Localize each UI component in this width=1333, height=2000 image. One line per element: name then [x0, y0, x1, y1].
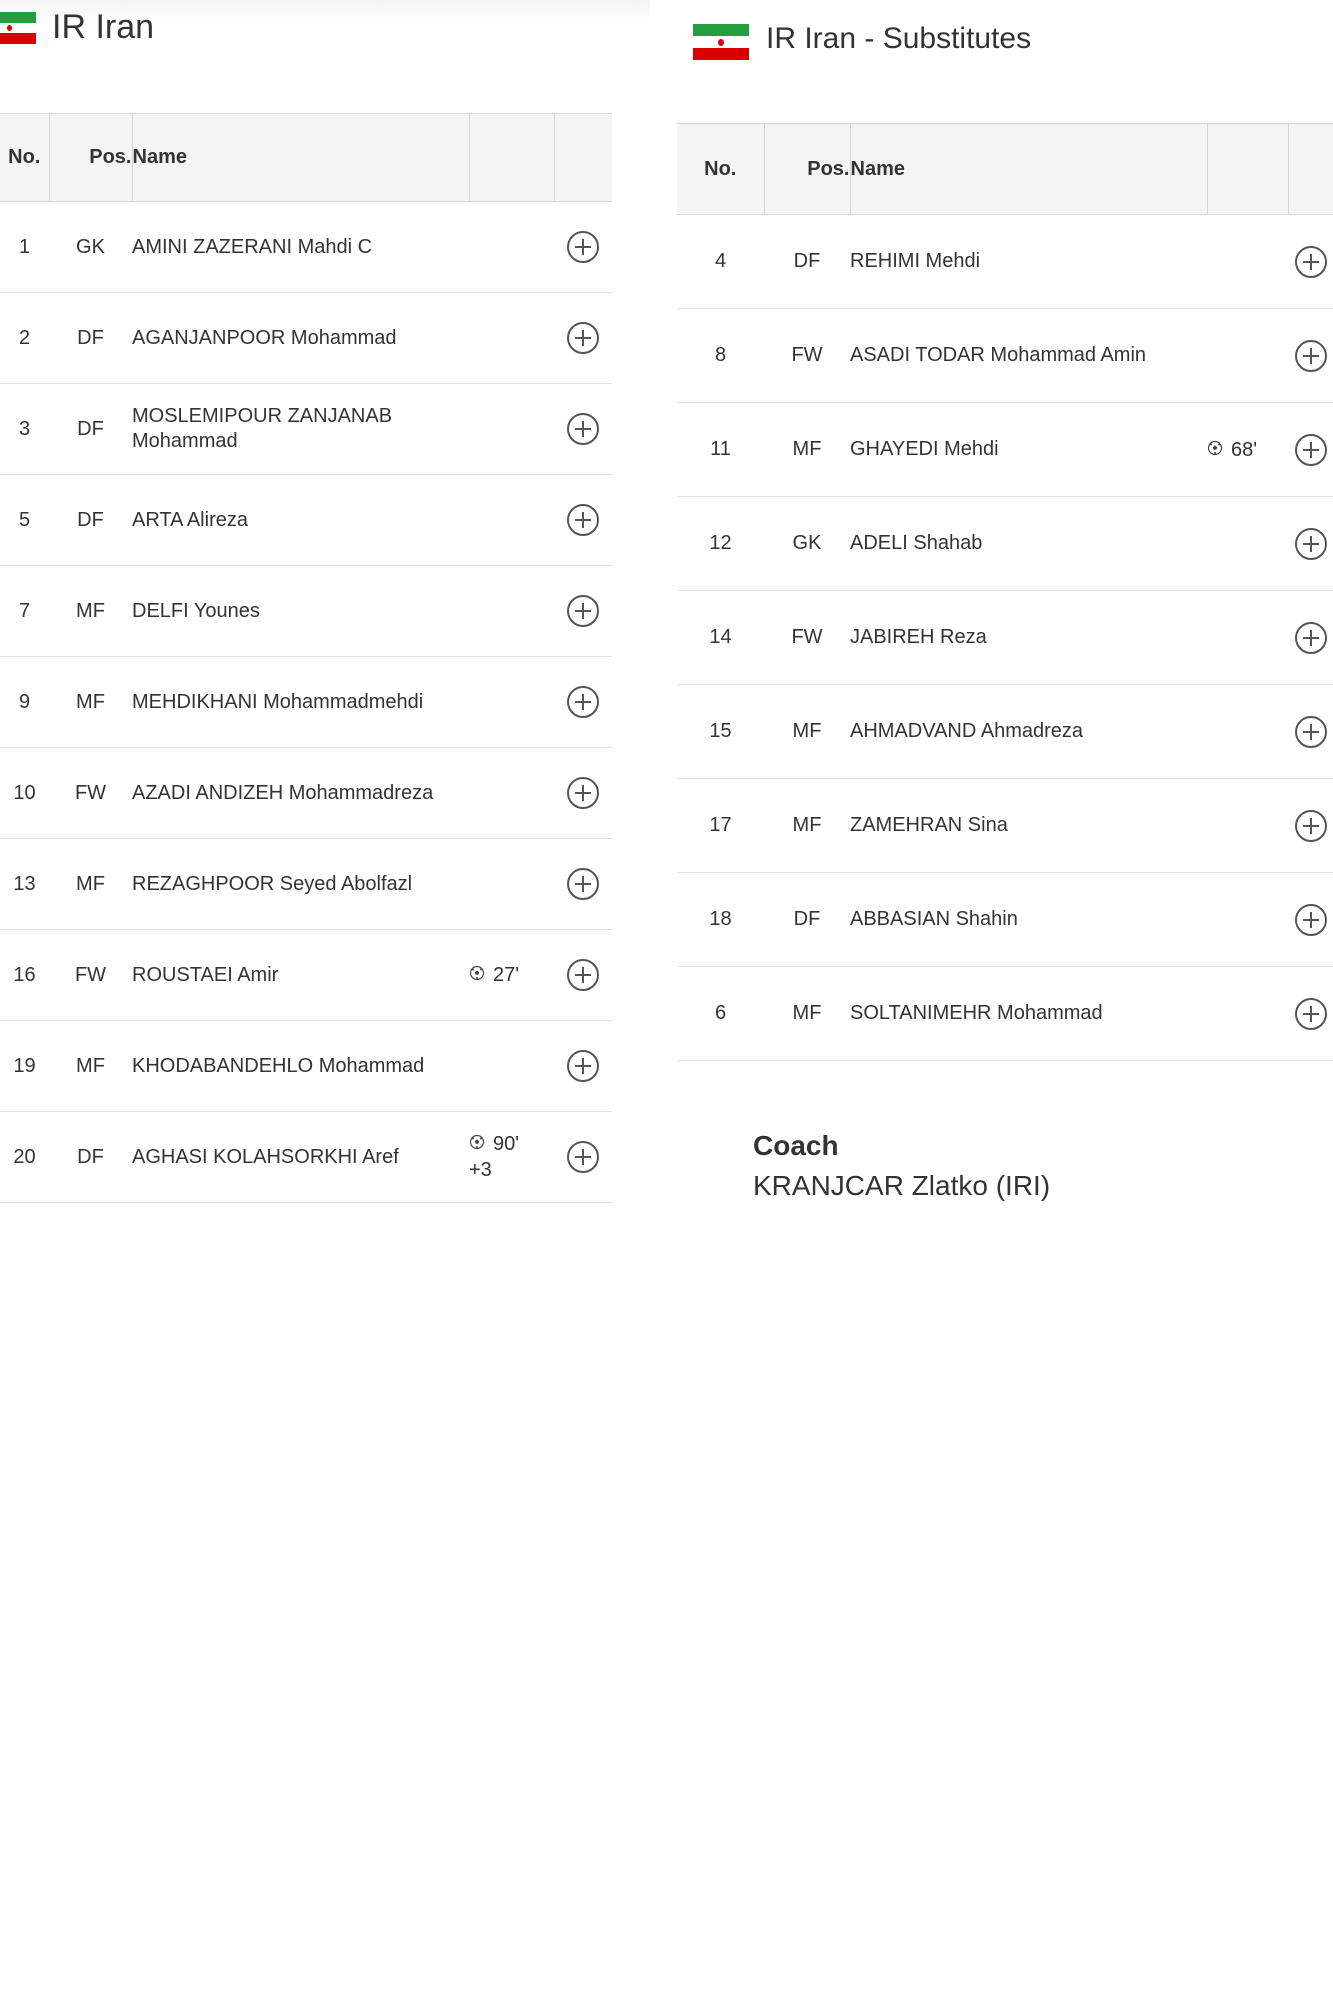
plus-circle-icon[interactable]: [567, 1141, 599, 1173]
player-position: DF: [49, 384, 132, 475]
table-row: [0, 748, 612, 839]
player-number: 17: [677, 779, 764, 873]
player-events: [469, 748, 554, 839]
player-position: DF: [49, 293, 132, 384]
player-position: DF: [49, 475, 132, 566]
soccer-ball-icon: [469, 962, 485, 978]
expand-cell: [554, 748, 612, 839]
plus-circle-icon[interactable]: [1295, 434, 1327, 466]
expand-cell: [554, 384, 612, 475]
player-number: 16: [0, 930, 49, 1021]
player-number: 10: [0, 748, 49, 839]
player-number: 3: [0, 384, 49, 475]
expand-cell: [554, 202, 612, 293]
table-row: [677, 967, 1333, 1061]
player-position: MF: [49, 839, 132, 930]
player-events: [1207, 591, 1288, 685]
header-pos: Pos.: [49, 114, 132, 202]
expand-cell: [554, 657, 612, 748]
player-events: [469, 202, 554, 293]
player-name: ABBASIAN Shahin: [850, 873, 1207, 967]
player-number: 19: [0, 1021, 49, 1112]
plus-circle-icon[interactable]: [1295, 998, 1327, 1030]
goal-minute: 90': [493, 1133, 520, 1155]
goal-minute: 27': [493, 964, 520, 986]
goal-event: [1207, 437, 1257, 463]
expand-cell: [1288, 403, 1333, 497]
player-name: AGANJANPOOR Mohammad: [132, 293, 469, 384]
table-row: [677, 685, 1333, 779]
player-position: DF: [764, 215, 850, 309]
expand-cell: [554, 566, 612, 657]
player-position: GK: [49, 202, 132, 293]
player-events: [1207, 873, 1288, 967]
iran-flag-icon: [0, 12, 36, 44]
header-pos: Pos.: [764, 124, 850, 215]
player-number: 15: [677, 685, 764, 779]
plus-circle-icon[interactable]: [1295, 904, 1327, 936]
expand-cell: [554, 839, 612, 930]
expand-cell: [554, 475, 612, 566]
goal-event: [469, 962, 519, 988]
expand-cell: [1288, 309, 1333, 403]
table-row: [677, 873, 1333, 967]
table-row: [0, 1112, 612, 1203]
player-name: SOLTANIMEHR Mohammad: [850, 967, 1207, 1061]
player-name: ZAMEHRAN Sina: [850, 779, 1207, 873]
starters-table: [0, 113, 612, 1203]
plus-circle-icon[interactable]: [1295, 246, 1327, 278]
player-position: MF: [764, 779, 850, 873]
coach-name: KRANJCAR Zlatko (IRI): [753, 1170, 1051, 1201]
player-position: MF: [49, 1021, 132, 1112]
goal-minute: 68': [1231, 438, 1258, 461]
player-name: REZAGHPOOR Seyed Abolfazl: [132, 839, 469, 930]
player-events: [1207, 215, 1288, 309]
player-number: 18: [677, 873, 764, 967]
player-position: DF: [764, 873, 850, 967]
table-row: [0, 839, 612, 930]
substitutes-title: IR Iran - Substitutes: [766, 22, 1032, 55]
expand-cell: [1288, 497, 1333, 591]
player-name: ADELI Shahab: [850, 497, 1207, 591]
player-name: GHAYEDI Mehdi: [850, 403, 1207, 497]
expand-cell: [554, 1112, 612, 1203]
substitutes-body: [677, 215, 1333, 1061]
player-events: [469, 839, 554, 930]
player-name: DELFI Younes: [132, 566, 469, 657]
player-events: [469, 1021, 554, 1112]
player-events: [1207, 403, 1288, 497]
expand-cell: [1288, 967, 1333, 1061]
header-actions: [1288, 124, 1333, 215]
soccer-ball-icon: [1207, 437, 1223, 453]
player-name: ROUSTAEI Amir: [132, 930, 469, 1021]
header-actions: [554, 114, 612, 202]
iran-flag-icon: [693, 24, 749, 60]
plus-circle-icon[interactable]: [567, 686, 599, 718]
table-row: [677, 497, 1333, 591]
player-number: 11: [677, 403, 764, 497]
table-row: [0, 566, 612, 657]
player-name: ARTA Alireza: [132, 475, 469, 566]
table-row: [0, 1021, 612, 1112]
starters-title: IR Iran: [52, 8, 155, 46]
player-events: [1207, 685, 1288, 779]
player-number: 9: [0, 657, 49, 748]
player-position: FW: [764, 309, 850, 403]
header-no: No.: [0, 114, 49, 202]
player-name: KHODABANDEHLO Mohammad: [132, 1021, 469, 1112]
plus-circle-icon[interactable]: [1295, 340, 1327, 372]
player-events: [1207, 497, 1288, 591]
player-name: AZADI ANDIZEH Mohammadreza: [132, 748, 469, 839]
expand-cell: [1288, 873, 1333, 967]
player-name: AHMADVAND Ahmadreza: [850, 685, 1207, 779]
expand-cell: [1288, 685, 1333, 779]
table-row: [0, 930, 612, 1021]
player-events: [469, 293, 554, 384]
player-position: MF: [764, 685, 850, 779]
player-name: AGHASI KOLAHSORKHI Aref: [132, 1112, 469, 1203]
plus-circle-icon[interactable]: [567, 504, 599, 536]
player-number: 5: [0, 475, 49, 566]
player-name: AMINI ZAZERANI Mahdi C: [132, 202, 469, 293]
expand-cell: [1288, 215, 1333, 309]
player-number: 13: [0, 839, 49, 930]
plus-circle-icon[interactable]: [567, 413, 599, 445]
player-number: 12: [677, 497, 764, 591]
plus-circle-icon[interactable]: [1295, 528, 1327, 560]
table-row: [0, 657, 612, 748]
player-events: [469, 384, 554, 475]
header-events: [1207, 124, 1288, 215]
plus-circle-icon[interactable]: [567, 595, 599, 627]
plus-circle-icon[interactable]: [567, 777, 599, 809]
expand-cell: [554, 930, 612, 1021]
player-events: [469, 657, 554, 748]
table-row: [0, 475, 612, 566]
substitutes-table: [677, 123, 1333, 1061]
player-number: 20: [0, 1112, 49, 1203]
plus-circle-icon[interactable]: [567, 868, 599, 900]
player-number: 1: [0, 202, 49, 293]
player-position: DF: [49, 1112, 132, 1203]
table-row: [0, 202, 612, 293]
player-position: MF: [764, 967, 850, 1061]
plus-circle-icon[interactable]: [567, 231, 599, 263]
goal-stoppage-time: +3: [469, 1159, 492, 1181]
player-number: 4: [677, 215, 764, 309]
coach-label: Coach: [753, 1130, 839, 1161]
player-events: [469, 1112, 554, 1203]
soccer-ball-icon: [469, 1131, 485, 1147]
expand-cell: [1288, 779, 1333, 873]
table-row: [677, 309, 1333, 403]
table-row: [677, 215, 1333, 309]
starters-body: [0, 202, 612, 1203]
player-name: MOSLEMIPOUR ZANJANAB Mohammad: [132, 384, 469, 475]
player-events: [469, 475, 554, 566]
player-events: [1207, 779, 1288, 873]
expand-cell: [554, 1021, 612, 1112]
player-number: 8: [677, 309, 764, 403]
player-number: 2: [0, 293, 49, 384]
plus-circle-icon[interactable]: [1295, 622, 1327, 654]
plus-circle-icon[interactable]: [1295, 716, 1327, 748]
plus-circle-icon[interactable]: [567, 959, 599, 991]
player-name: ASADI TODAR Mohammad Amin: [850, 309, 1207, 403]
player-position: GK: [764, 497, 850, 591]
expand-cell: [554, 293, 612, 384]
table-header-row: [0, 114, 612, 202]
player-position: FW: [49, 930, 132, 1021]
player-name: REHIMI Mehdi: [850, 215, 1207, 309]
player-number: 7: [0, 566, 49, 657]
table-row: [677, 779, 1333, 873]
player-number: 14: [677, 591, 764, 685]
player-name: JABIREH Reza: [850, 591, 1207, 685]
table-row: [0, 384, 612, 475]
header-events: [469, 114, 554, 202]
plus-circle-icon[interactable]: [567, 1050, 599, 1082]
player-events: [1207, 967, 1288, 1061]
player-events: [469, 566, 554, 657]
header-name: Name: [132, 114, 469, 202]
player-position: FW: [764, 591, 850, 685]
table-row: [0, 293, 612, 384]
player-position: MF: [49, 657, 132, 748]
player-number: 6: [677, 967, 764, 1061]
player-position: MF: [49, 566, 132, 657]
table-header-row: [677, 124, 1333, 215]
player-events: [1207, 309, 1288, 403]
header-no: No.: [677, 124, 764, 215]
plus-circle-icon[interactable]: [1295, 810, 1327, 842]
player-position: MF: [764, 403, 850, 497]
player-events: [469, 930, 554, 1021]
expand-cell: [1288, 591, 1333, 685]
table-row: [677, 591, 1333, 685]
table-row: [677, 403, 1333, 497]
plus-circle-icon[interactable]: [567, 322, 599, 354]
header-name: Name: [850, 124, 1207, 215]
player-position: FW: [49, 748, 132, 839]
player-name: MEHDIKHANI Mohammadmehdi: [132, 657, 469, 748]
goal-event: [469, 1131, 519, 1183]
